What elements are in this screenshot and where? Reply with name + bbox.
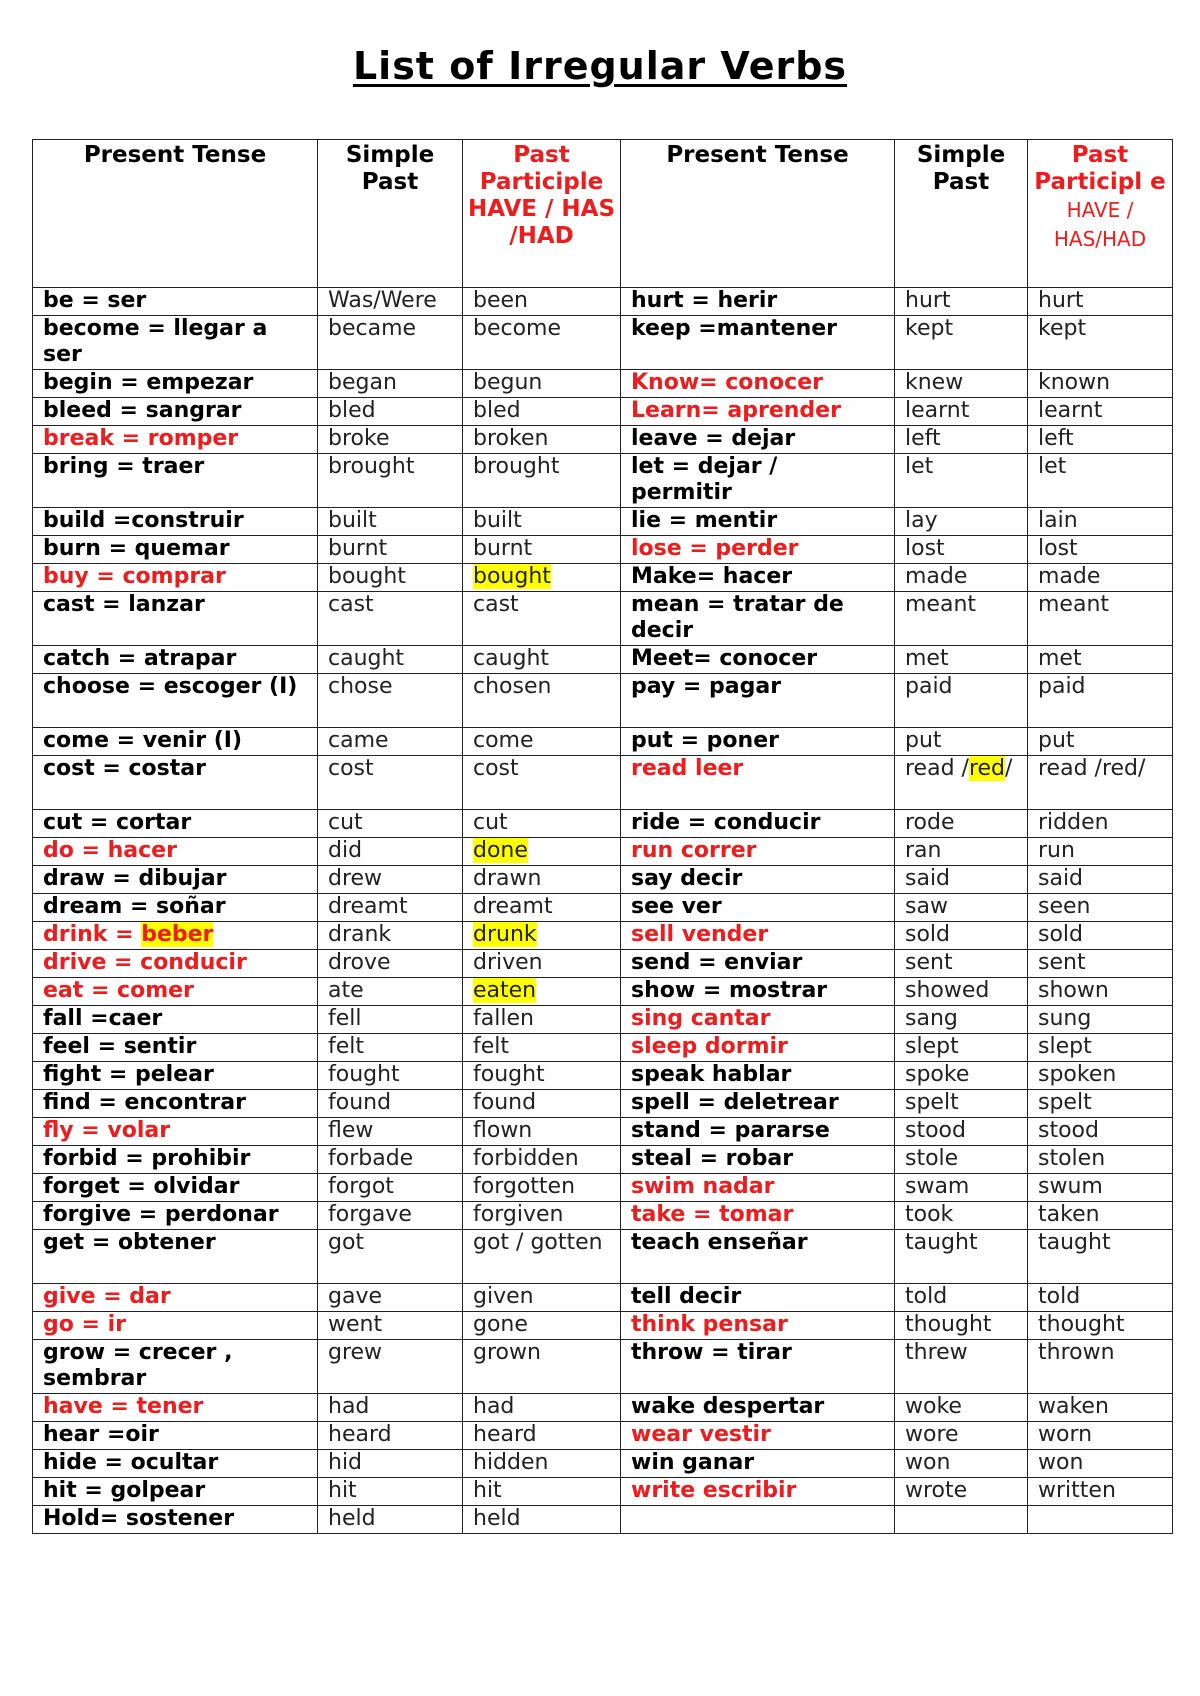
simple-past-right: took — [895, 1202, 1028, 1230]
past-participle-left: driven — [463, 950, 621, 978]
present-tense-left: drive = conducir — [33, 950, 318, 978]
header-present-tense: Present Tense — [33, 140, 318, 288]
present-tense-left: forget = olvidar — [33, 1174, 318, 1202]
simple-past-left: flew — [318, 1118, 463, 1146]
present-tense-right: let = dejar / permitir — [621, 454, 895, 508]
past-participle-right: thrown — [1028, 1340, 1173, 1394]
present-tense-right: lie = mentir — [621, 508, 895, 536]
past-participle-right: sung — [1028, 1006, 1173, 1034]
simple-past-left: did — [318, 838, 463, 866]
simple-past-left: bought — [318, 564, 463, 592]
simple-past-left: drove — [318, 950, 463, 978]
simple-past-right: made — [895, 564, 1028, 592]
table-row — [33, 756, 1173, 810]
table-row — [33, 1118, 1173, 1146]
present-tense-right: take = tomar — [621, 1202, 895, 1230]
header-past-participle-right-label: Past Participl e — [1034, 142, 1166, 195]
simple-past-left: held — [318, 1506, 463, 1534]
past-participle-right: won — [1028, 1450, 1173, 1478]
table-row — [33, 1284, 1173, 1312]
verb-rows — [33, 288, 1173, 1534]
present-tense-left — [33, 922, 318, 950]
present-tense-right: read leer — [621, 756, 895, 810]
header-past-participle: Past Participle HAVE / HAS /HAD — [463, 140, 621, 288]
simple-past-right: wrote — [895, 1478, 1028, 1506]
present-tense-right: speak hablar — [621, 1062, 895, 1090]
past-participle-left: forgiven — [463, 1202, 621, 1230]
past-participle-left — [463, 838, 621, 866]
present-tense-text: drink = — [43, 922, 142, 947]
table-row — [33, 1146, 1173, 1174]
table-row — [33, 674, 1173, 728]
header-row — [33, 140, 1173, 288]
simple-past-right: showed — [895, 978, 1028, 1006]
simple-past-left: got — [318, 1230, 463, 1284]
simple-past-left: fought — [318, 1062, 463, 1090]
past-participle-right: thought — [1028, 1312, 1173, 1340]
past-participle-left: felt — [463, 1034, 621, 1062]
simple-past-left: drank — [318, 922, 463, 950]
simple-past-right — [895, 1506, 1028, 1534]
simple-past-left: built — [318, 508, 463, 536]
present-tense-right: Make= hacer — [621, 564, 895, 592]
past-participle-right: lain — [1028, 508, 1173, 536]
present-tense-right: steal = robar — [621, 1146, 895, 1174]
table-row — [33, 950, 1173, 978]
past-participle-right: taken — [1028, 1202, 1173, 1230]
simple-past-left: broke — [318, 426, 463, 454]
present-tense-right: win ganar — [621, 1450, 895, 1478]
past-participle-left: cut — [463, 810, 621, 838]
table-row — [33, 922, 1173, 950]
simple-past-right: thought — [895, 1312, 1028, 1340]
simple-past-right: spoke — [895, 1062, 1028, 1090]
simple-past-right: knew — [895, 370, 1028, 398]
simple-past-left: dreamt — [318, 894, 463, 922]
table-row — [33, 1506, 1173, 1534]
past-participle-left: got / gotten — [463, 1230, 621, 1284]
simple-past-left: cost — [318, 756, 463, 810]
simple-past-left: came — [318, 728, 463, 756]
simple-past-right: lost — [895, 536, 1028, 564]
simple-past-left: had — [318, 1394, 463, 1422]
simple-past-right: let — [895, 454, 1028, 508]
simple-past-right: said — [895, 866, 1028, 894]
present-tense-left: eat = comer — [33, 978, 318, 1006]
simple-past-left: chose — [318, 674, 463, 728]
simple-past-right: kept — [895, 316, 1028, 370]
past-participle-left: fallen — [463, 1006, 621, 1034]
past-participle-left: flown — [463, 1118, 621, 1146]
table-row — [33, 1450, 1173, 1478]
present-tense-left: get = obtener — [33, 1230, 318, 1284]
past-participle-left: caught — [463, 646, 621, 674]
present-tense-left: bleed = sangrar — [33, 398, 318, 426]
present-tense-right: send = enviar — [621, 950, 895, 978]
past-participle-right: sold — [1028, 922, 1173, 950]
past-participle-left: become — [463, 316, 621, 370]
past-participle-left: drawn — [463, 866, 621, 894]
simple-past-right — [895, 756, 1028, 810]
present-tense-left: fight = pelear — [33, 1062, 318, 1090]
present-tense-left: cost = costar — [33, 756, 318, 810]
present-tense-left: fall =caer — [33, 1006, 318, 1034]
past-participle-left: grown — [463, 1340, 621, 1394]
highlighted-text: eaten — [473, 978, 537, 1003]
past-participle-right: waken — [1028, 1394, 1173, 1422]
present-tense-right: lose = perder — [621, 536, 895, 564]
table-row — [33, 1394, 1173, 1422]
past-participle-left: built — [463, 508, 621, 536]
present-tense-right: Know= conocer — [621, 370, 895, 398]
simple-past-right: told — [895, 1284, 1028, 1312]
simple-past-left: drew — [318, 866, 463, 894]
present-tense-right: show = mostrar — [621, 978, 895, 1006]
simple-past-right: stood — [895, 1118, 1028, 1146]
table-row — [33, 288, 1173, 316]
simple-past-text: / — [1005, 756, 1013, 781]
table-row — [33, 1422, 1173, 1450]
past-participle-left: bled — [463, 398, 621, 426]
table-row — [33, 592, 1173, 646]
past-participle-right: paid — [1028, 674, 1173, 728]
table-row — [33, 454, 1173, 508]
past-participle-right: seen — [1028, 894, 1173, 922]
simple-past-left: grew — [318, 1340, 463, 1394]
simple-past-right: swam — [895, 1174, 1028, 1202]
table-row — [33, 1230, 1173, 1284]
simple-past-right: spelt — [895, 1090, 1028, 1118]
past-participle-right: left — [1028, 426, 1173, 454]
table-row — [33, 838, 1173, 866]
present-tense-left: hide = ocultar — [33, 1450, 318, 1478]
simple-past-right: paid — [895, 674, 1028, 728]
simple-past-right: slept — [895, 1034, 1028, 1062]
past-participle-left — [463, 922, 621, 950]
present-tense-right: wake despertar — [621, 1394, 895, 1422]
present-tense-right — [621, 1506, 895, 1534]
present-tense-right: mean = tratar de decir — [621, 592, 895, 646]
past-participle-right: spelt — [1028, 1090, 1173, 1118]
past-participle-left: forbidden — [463, 1146, 621, 1174]
present-tense-right: put = poner — [621, 728, 895, 756]
past-participle-left: hidden — [463, 1450, 621, 1478]
simple-past-left: burnt — [318, 536, 463, 564]
simple-past-left: began — [318, 370, 463, 398]
header-present-tense-right: Present Tense — [621, 140, 895, 288]
past-participle-left — [463, 978, 621, 1006]
past-participle-right: meant — [1028, 592, 1173, 646]
past-participle-right: known — [1028, 370, 1173, 398]
past-participle-left: given — [463, 1284, 621, 1312]
present-tense-right: ride = conducir — [621, 810, 895, 838]
simple-past-right: saw — [895, 894, 1028, 922]
past-participle-right: stood — [1028, 1118, 1173, 1146]
past-participle-right: lost — [1028, 536, 1173, 564]
simple-past-right: lay — [895, 508, 1028, 536]
past-participle-right: spoken — [1028, 1062, 1173, 1090]
table-row — [33, 508, 1173, 536]
past-participle-left: held — [463, 1506, 621, 1534]
past-participle-left — [463, 564, 621, 592]
header-past-participle-right — [1028, 140, 1173, 288]
past-participle-left: chosen — [463, 674, 621, 728]
simple-past-left: gave — [318, 1284, 463, 1312]
simple-past-right: stole — [895, 1146, 1028, 1174]
simple-past-left: ate — [318, 978, 463, 1006]
simple-past-left: hid — [318, 1450, 463, 1478]
table-row — [33, 978, 1173, 1006]
past-participle-left: cast — [463, 592, 621, 646]
past-participle-left: heard — [463, 1422, 621, 1450]
present-tense-left: have = tener — [33, 1394, 318, 1422]
past-participle-left: forgotten — [463, 1174, 621, 1202]
simple-past-right: put — [895, 728, 1028, 756]
present-tense-left: become = llegar a ser — [33, 316, 318, 370]
simple-past-right: wore — [895, 1422, 1028, 1450]
simple-past-right: sent — [895, 950, 1028, 978]
simple-past-left: went — [318, 1312, 463, 1340]
past-participle-right: written — [1028, 1478, 1173, 1506]
present-tense-right: hurt = herir — [621, 288, 895, 316]
past-participle-right: stolen — [1028, 1146, 1173, 1174]
present-tense-left: grow = crecer , sembrar — [33, 1340, 318, 1394]
simple-past-right: sang — [895, 1006, 1028, 1034]
present-tense-right: spell = deletrear — [621, 1090, 895, 1118]
past-participle-left: been — [463, 288, 621, 316]
table-row — [33, 564, 1173, 592]
present-tense-left: break = romper — [33, 426, 318, 454]
past-participle-left: burnt — [463, 536, 621, 564]
table-row — [33, 646, 1173, 674]
table-row — [33, 866, 1173, 894]
present-tense-left: burn = quemar — [33, 536, 318, 564]
present-tense-left: forgive = perdonar — [33, 1202, 318, 1230]
present-tense-right: swim nadar — [621, 1174, 895, 1202]
simple-past-right: hurt — [895, 288, 1028, 316]
present-tense-right: tell decir — [621, 1284, 895, 1312]
present-tense-right: Meet= conocer — [621, 646, 895, 674]
past-participle-left: found — [463, 1090, 621, 1118]
present-tense-right: run correr — [621, 838, 895, 866]
simple-past-right: learnt — [895, 398, 1028, 426]
simple-past-right: threw — [895, 1340, 1028, 1394]
highlighted-text: done — [473, 838, 528, 863]
irregular-verbs-table — [32, 139, 1173, 1534]
past-participle-left: brought — [463, 454, 621, 508]
table-row — [33, 1478, 1173, 1506]
past-participle-right: sent — [1028, 950, 1173, 978]
simple-past-left: brought — [318, 454, 463, 508]
document-title: List of Irregular Verbs — [352, 44, 848, 88]
past-participle-right: taught — [1028, 1230, 1173, 1284]
highlighted-text: bought — [473, 564, 551, 589]
simple-past-right: ran — [895, 838, 1028, 866]
table-row — [33, 1312, 1173, 1340]
past-participle-left: gone — [463, 1312, 621, 1340]
present-tense-left: feel = sentir — [33, 1034, 318, 1062]
past-participle-left: broken — [463, 426, 621, 454]
present-tense-left: come = venir (I) — [33, 728, 318, 756]
simple-past-right: taught — [895, 1230, 1028, 1284]
past-participle-left: dreamt — [463, 894, 621, 922]
table-row — [33, 810, 1173, 838]
past-participle-left: hit — [463, 1478, 621, 1506]
present-tense-right: stand = pararse — [621, 1118, 895, 1146]
present-tense-right: throw = tirar — [621, 1340, 895, 1394]
simple-past-right: meant — [895, 592, 1028, 646]
present-tense-left: dream = soñar — [33, 894, 318, 922]
present-tense-left: buy = comprar — [33, 564, 318, 592]
simple-past-right: sold — [895, 922, 1028, 950]
past-participle-right: made — [1028, 564, 1173, 592]
present-tense-left: go = ir — [33, 1312, 318, 1340]
present-tense-left: find = encontrar — [33, 1090, 318, 1118]
simple-past-left: found — [318, 1090, 463, 1118]
past-participle-right: put — [1028, 728, 1173, 756]
past-participle-left: fought — [463, 1062, 621, 1090]
past-participle-right: swum — [1028, 1174, 1173, 1202]
present-tense-left: choose = escoger (I) — [33, 674, 318, 728]
table-row — [33, 1006, 1173, 1034]
present-tense-right: Learn= aprender — [621, 398, 895, 426]
simple-past-left: cast — [318, 592, 463, 646]
highlighted-text: drunk — [473, 922, 537, 947]
past-participle-right: said — [1028, 866, 1173, 894]
past-participle-right — [1028, 1506, 1173, 1534]
present-tense-left: be = ser — [33, 288, 318, 316]
past-participle-right: kept — [1028, 316, 1173, 370]
past-participle-right: told — [1028, 1284, 1173, 1312]
present-tense-left: forbid = prohibir — [33, 1146, 318, 1174]
past-participle-left: had — [463, 1394, 621, 1422]
present-tense-left: begin = empezar — [33, 370, 318, 398]
highlighted-text: red — [968, 756, 1006, 781]
simple-past-right: met — [895, 646, 1028, 674]
present-tense-left: draw = dibujar — [33, 866, 318, 894]
simple-past-left: cut — [318, 810, 463, 838]
simple-past-right: won — [895, 1450, 1028, 1478]
present-tense-left: cut = cortar — [33, 810, 318, 838]
header-past-participle-right-sub: HAVE / HAS/HAD — [1053, 198, 1147, 251]
table-row — [33, 1062, 1173, 1090]
present-tense-left: build =construir — [33, 508, 318, 536]
table-row — [33, 728, 1173, 756]
past-participle-left: come — [463, 728, 621, 756]
table-row — [33, 536, 1173, 564]
simple-past-right: left — [895, 426, 1028, 454]
simple-past-left: fell — [318, 1006, 463, 1034]
past-participle-right: met — [1028, 646, 1173, 674]
simple-past-left: forbade — [318, 1146, 463, 1174]
header-simple-past: Simple Past — [318, 140, 463, 288]
table-row — [33, 1340, 1173, 1394]
simple-past-left: Was/Were — [318, 288, 463, 316]
header-simple-past-right: Simple Past — [895, 140, 1028, 288]
simple-past-left: bled — [318, 398, 463, 426]
present-tense-left: give = dar — [33, 1284, 318, 1312]
simple-past-left: caught — [318, 646, 463, 674]
simple-past-text: read / — [905, 756, 969, 781]
table-row — [33, 316, 1173, 370]
simple-past-left: forgot — [318, 1174, 463, 1202]
present-tense-left: bring = traer — [33, 454, 318, 508]
table-row — [33, 1174, 1173, 1202]
past-participle-right: shown — [1028, 978, 1173, 1006]
past-participle-left: cost — [463, 756, 621, 810]
simple-past-left: forgave — [318, 1202, 463, 1230]
table-row — [33, 370, 1173, 398]
simple-past-left: felt — [318, 1034, 463, 1062]
present-tense-left: catch = atrapar — [33, 646, 318, 674]
table-row — [33, 1090, 1173, 1118]
table-row — [33, 426, 1173, 454]
simple-past-right: rode — [895, 810, 1028, 838]
present-tense-left: hear =oir — [33, 1422, 318, 1450]
present-tense-right: see ver — [621, 894, 895, 922]
present-tense-left: fly = volar — [33, 1118, 318, 1146]
past-participle-right: worn — [1028, 1422, 1173, 1450]
present-tense-right: say decir — [621, 866, 895, 894]
past-participle-right: run — [1028, 838, 1173, 866]
simple-past-right: woke — [895, 1394, 1028, 1422]
present-tense-left: hit = golpear — [33, 1478, 318, 1506]
present-tense-left: Hold= sostener — [33, 1506, 318, 1534]
present-tense-right: write escribir — [621, 1478, 895, 1506]
table-row — [33, 894, 1173, 922]
present-tense-right: keep =mantener — [621, 316, 895, 370]
present-tense-right: think pensar — [621, 1312, 895, 1340]
past-participle-left: begun — [463, 370, 621, 398]
past-participle-right: slept — [1028, 1034, 1173, 1062]
present-tense-left: do = hacer — [33, 838, 318, 866]
present-tense-right: teach enseñar — [621, 1230, 895, 1284]
past-participle-right: ridden — [1028, 810, 1173, 838]
past-participle-right: read /red/ — [1028, 756, 1173, 810]
past-participle-right: learnt — [1028, 398, 1173, 426]
present-tense-right: wear vestir — [621, 1422, 895, 1450]
past-participle-right: let — [1028, 454, 1173, 508]
simple-past-left: became — [318, 316, 463, 370]
simple-past-left: heard — [318, 1422, 463, 1450]
present-tense-right: sleep dormir — [621, 1034, 895, 1062]
present-tense-right: sell vender — [621, 922, 895, 950]
table-row — [33, 1202, 1173, 1230]
simple-past-left: hit — [318, 1478, 463, 1506]
present-tense-left: cast = lanzar — [33, 592, 318, 646]
table-row — [33, 1034, 1173, 1062]
present-tense-right: leave = dejar — [621, 426, 895, 454]
present-tense-right: sing cantar — [621, 1006, 895, 1034]
past-participle-right: hurt — [1028, 288, 1173, 316]
present-tense-right: pay = pagar — [621, 674, 895, 728]
table-row — [33, 398, 1173, 426]
highlighted-text: beber — [141, 922, 214, 947]
